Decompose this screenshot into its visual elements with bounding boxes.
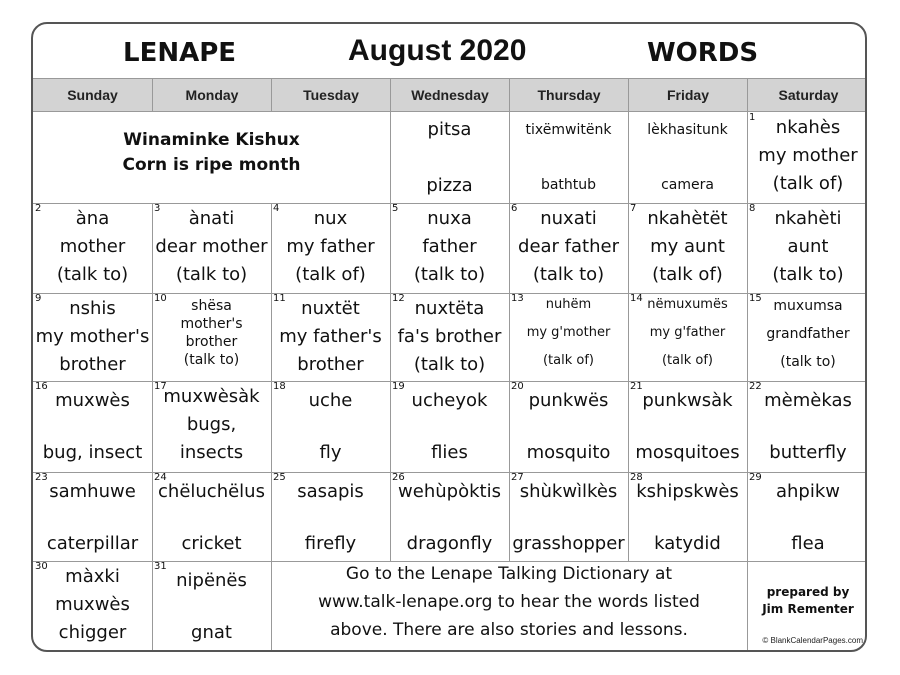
lenape-word: wehùpòktis xyxy=(398,481,501,502)
preview-cell-friday xyxy=(628,112,747,203)
english-word: bugs, xyxy=(186,414,237,435)
date-cell-20 xyxy=(509,381,628,472)
english-word: (talk of) xyxy=(772,173,844,194)
date-number: 6 xyxy=(511,203,518,214)
english-word: (talk of) xyxy=(295,264,366,285)
english-word: fa's brother xyxy=(397,326,502,347)
calendar-page xyxy=(31,22,867,652)
note-line-2: www.talk-lenape.org to hear the words listed xyxy=(318,592,700,613)
date-cell-13 xyxy=(509,293,628,381)
date-number: 2 xyxy=(35,203,42,214)
english-word: (talk to) xyxy=(413,354,486,375)
date-cell-23 xyxy=(33,472,152,561)
date-cell-1 xyxy=(747,112,867,203)
date-cell-15 xyxy=(747,293,867,381)
english-word: (talk of) xyxy=(542,353,594,368)
note-line-3: above. There are also stories and lessons. xyxy=(330,620,688,641)
date-cell-19 xyxy=(390,381,509,472)
date-cell-16 xyxy=(33,381,152,472)
english-word: butterfly xyxy=(769,442,847,463)
date-cell-29 xyxy=(747,472,867,561)
english-word: my g'mother xyxy=(526,325,611,340)
english-word: chigger xyxy=(58,622,127,643)
english-word: dragonfly xyxy=(406,533,493,554)
date-number: 19 xyxy=(392,381,405,392)
date-cell-2 xyxy=(33,203,152,293)
lenape-word: nuxati xyxy=(540,208,597,229)
date-number: 7 xyxy=(630,203,637,214)
month-name-lenape: Winaminke Kishux xyxy=(123,130,300,150)
english-word: mother's xyxy=(180,316,243,332)
month-name-english: Corn is ripe month xyxy=(122,154,301,175)
date-number: 16 xyxy=(35,381,48,392)
date-number: 4 xyxy=(273,203,280,214)
lenape-word: kshipskwès xyxy=(636,481,739,502)
date-cell-8 xyxy=(747,203,867,293)
english-word: flies xyxy=(431,442,468,463)
english-word: cricket xyxy=(181,533,242,554)
lenape-word: punkwsàk xyxy=(642,390,733,411)
day-header-wednesday: Wednesday xyxy=(390,78,509,112)
date-number: 31 xyxy=(154,561,167,572)
lenape-word: muxumsa xyxy=(773,298,843,314)
english-word: mother xyxy=(59,236,126,257)
lenape-word: màxki xyxy=(65,566,120,587)
prepared-by-label: prepared by xyxy=(766,585,850,599)
date-number: 5 xyxy=(392,203,399,214)
date-number: 14 xyxy=(630,293,643,304)
date-number: 10 xyxy=(154,293,167,304)
english-word: (talk to) xyxy=(413,264,486,285)
english-word: mosquitoes xyxy=(635,442,740,463)
day-header-sunday: Sunday xyxy=(33,78,152,112)
english-word: (talk to) xyxy=(780,354,836,370)
day-header-saturday: Saturday xyxy=(747,78,867,112)
lenape-word: punkwës xyxy=(528,390,609,411)
date-number: 8 xyxy=(749,203,756,214)
date-number: 22 xyxy=(749,381,762,392)
english-word: katydid xyxy=(654,533,721,554)
english-word: aunt xyxy=(787,236,829,257)
english-word: my g'father xyxy=(649,325,726,340)
date-number: 20 xyxy=(511,381,524,392)
date-cell-6 xyxy=(509,203,628,293)
lenape-word: lèkhasitunk xyxy=(647,122,728,138)
title-month: August 2020 xyxy=(348,34,527,67)
date-number: 26 xyxy=(392,472,405,483)
english-word: dear mother xyxy=(155,236,268,257)
day-header-thursday: Thursday xyxy=(509,78,628,112)
dictionary-note xyxy=(271,560,747,644)
english-word: bug, insect xyxy=(42,442,143,463)
lenape-word: nipënës xyxy=(176,570,247,591)
date-number: 30 xyxy=(35,561,48,572)
date-cell-18 xyxy=(271,381,390,472)
date-number: 28 xyxy=(630,472,643,483)
english-word: father xyxy=(422,236,477,257)
english-word: (talk to) xyxy=(56,264,129,285)
english-word: caterpillar xyxy=(46,533,139,554)
date-cell-4 xyxy=(271,203,390,293)
lenape-word: nkahès xyxy=(775,117,841,138)
english-word: brother xyxy=(185,334,238,350)
date-number: 1 xyxy=(749,112,756,123)
date-number: 21 xyxy=(630,381,643,392)
date-cell-5 xyxy=(390,203,509,293)
date-cell-30 xyxy=(33,561,152,652)
day-header-monday: Monday xyxy=(152,78,271,112)
date-cell-14 xyxy=(628,293,747,381)
lenape-word: ànati xyxy=(188,208,235,229)
english-word: grasshopper xyxy=(512,533,625,554)
english-word: (talk to) xyxy=(772,264,844,285)
date-cell-24 xyxy=(152,472,271,561)
day-header-friday: Friday xyxy=(628,78,747,112)
date-cell-26 xyxy=(390,472,509,561)
lenape-word: nuxtëta xyxy=(414,298,485,319)
date-number: 15 xyxy=(749,293,762,304)
date-number: 9 xyxy=(35,293,42,304)
english-word: (talk of) xyxy=(652,264,723,285)
english-word: my aunt xyxy=(650,236,725,257)
date-cell-17 xyxy=(152,381,271,472)
lenape-word: mèmèkas xyxy=(764,390,852,411)
date-number: 27 xyxy=(511,472,524,483)
lenape-word: chëluchëlus xyxy=(158,481,265,502)
lenape-word: shùkwìlkès xyxy=(519,481,618,502)
date-cell-31 xyxy=(152,561,271,652)
date-cell-28 xyxy=(628,472,747,561)
english-word: (talk of) xyxy=(661,353,713,368)
date-cell-21 xyxy=(628,381,747,472)
date-cell-3 xyxy=(152,203,271,293)
lenape-word: àna xyxy=(75,208,110,229)
date-number: 29 xyxy=(749,472,762,483)
date-number: 3 xyxy=(154,203,161,214)
date-cell-25 xyxy=(271,472,390,561)
date-cell-9 xyxy=(33,293,152,381)
lenape-word: ahpikw xyxy=(775,481,840,502)
date-number: 25 xyxy=(273,472,286,483)
date-number: 24 xyxy=(154,472,167,483)
lenape-word: ucheyok xyxy=(411,390,488,411)
date-number: 17 xyxy=(154,381,167,392)
lenape-word: shësa xyxy=(191,298,232,314)
english-word: pizza xyxy=(426,175,473,196)
lenape-word: nuxtët xyxy=(301,298,360,319)
month-name xyxy=(33,128,390,177)
english-word: camera xyxy=(661,177,714,193)
english-word: flea xyxy=(791,533,825,554)
date-cell-7 xyxy=(628,203,747,293)
site-credit: © BlankCalendarPages.com xyxy=(762,636,863,645)
date-number: 23 xyxy=(35,472,48,483)
preview-cell-wednesday xyxy=(390,112,509,203)
english-word: (talk to) xyxy=(183,352,240,368)
lenape-word: nëmuxumës xyxy=(647,297,728,312)
lenape-word: pitsa xyxy=(427,119,472,140)
lenape-word: nkahètët xyxy=(647,208,728,229)
prepared-by xyxy=(747,584,867,619)
date-cell-27 xyxy=(509,472,628,561)
english-word: grandfather xyxy=(766,326,850,342)
english-word: my father xyxy=(286,236,375,257)
note-line-1: Go to the Lenape Talking Dictionary at xyxy=(345,564,673,584)
lenape-word: samhuwe xyxy=(49,481,136,502)
english-word: (talk to) xyxy=(175,264,248,285)
date-cell-22 xyxy=(747,381,867,472)
english-word: brother xyxy=(59,354,126,375)
date-cell-12 xyxy=(390,293,509,381)
english-word: insects xyxy=(179,442,244,463)
date-number: 13 xyxy=(511,293,524,304)
english-word: firefly xyxy=(304,533,357,554)
date-number: 11 xyxy=(273,293,286,304)
lenape-word: nuhëm xyxy=(545,297,592,312)
english-word: dear father xyxy=(518,236,619,257)
english-word: muxwès xyxy=(55,594,130,615)
date-cell-10 xyxy=(152,293,271,381)
english-word: brother xyxy=(297,354,364,375)
date-cell-11 xyxy=(271,293,390,381)
author-name: Jim Rementer xyxy=(762,602,854,617)
lenape-word: sasapis xyxy=(297,481,364,502)
lenape-word: nuxa xyxy=(427,208,472,229)
lenape-word: nux xyxy=(313,208,348,229)
title-words: WORDS xyxy=(647,38,759,68)
english-word: mosquito xyxy=(526,442,611,463)
english-word: my mother xyxy=(758,145,858,166)
english-word: my father's xyxy=(279,326,382,347)
date-number: 18 xyxy=(273,381,286,392)
english-word: gnat xyxy=(191,622,232,643)
english-word: (talk to) xyxy=(532,264,605,285)
preview-cell-thursday xyxy=(509,112,628,203)
lenape-word: tixëmwitënk xyxy=(525,122,612,138)
lenape-word: uche xyxy=(308,390,353,411)
day-header-tuesday: Tuesday xyxy=(271,78,390,112)
lenape-word: muxwès xyxy=(55,390,130,411)
english-word: fly xyxy=(319,442,342,463)
lenape-word: nshis xyxy=(69,298,116,319)
lenape-word: muxwèsàk xyxy=(163,386,260,407)
title-lenape: LENAPE xyxy=(123,38,237,68)
english-word: my mother's xyxy=(35,326,150,347)
date-number: 12 xyxy=(392,293,405,304)
english-word: bathtub xyxy=(540,177,597,193)
lenape-word: nkahèti xyxy=(774,208,842,229)
